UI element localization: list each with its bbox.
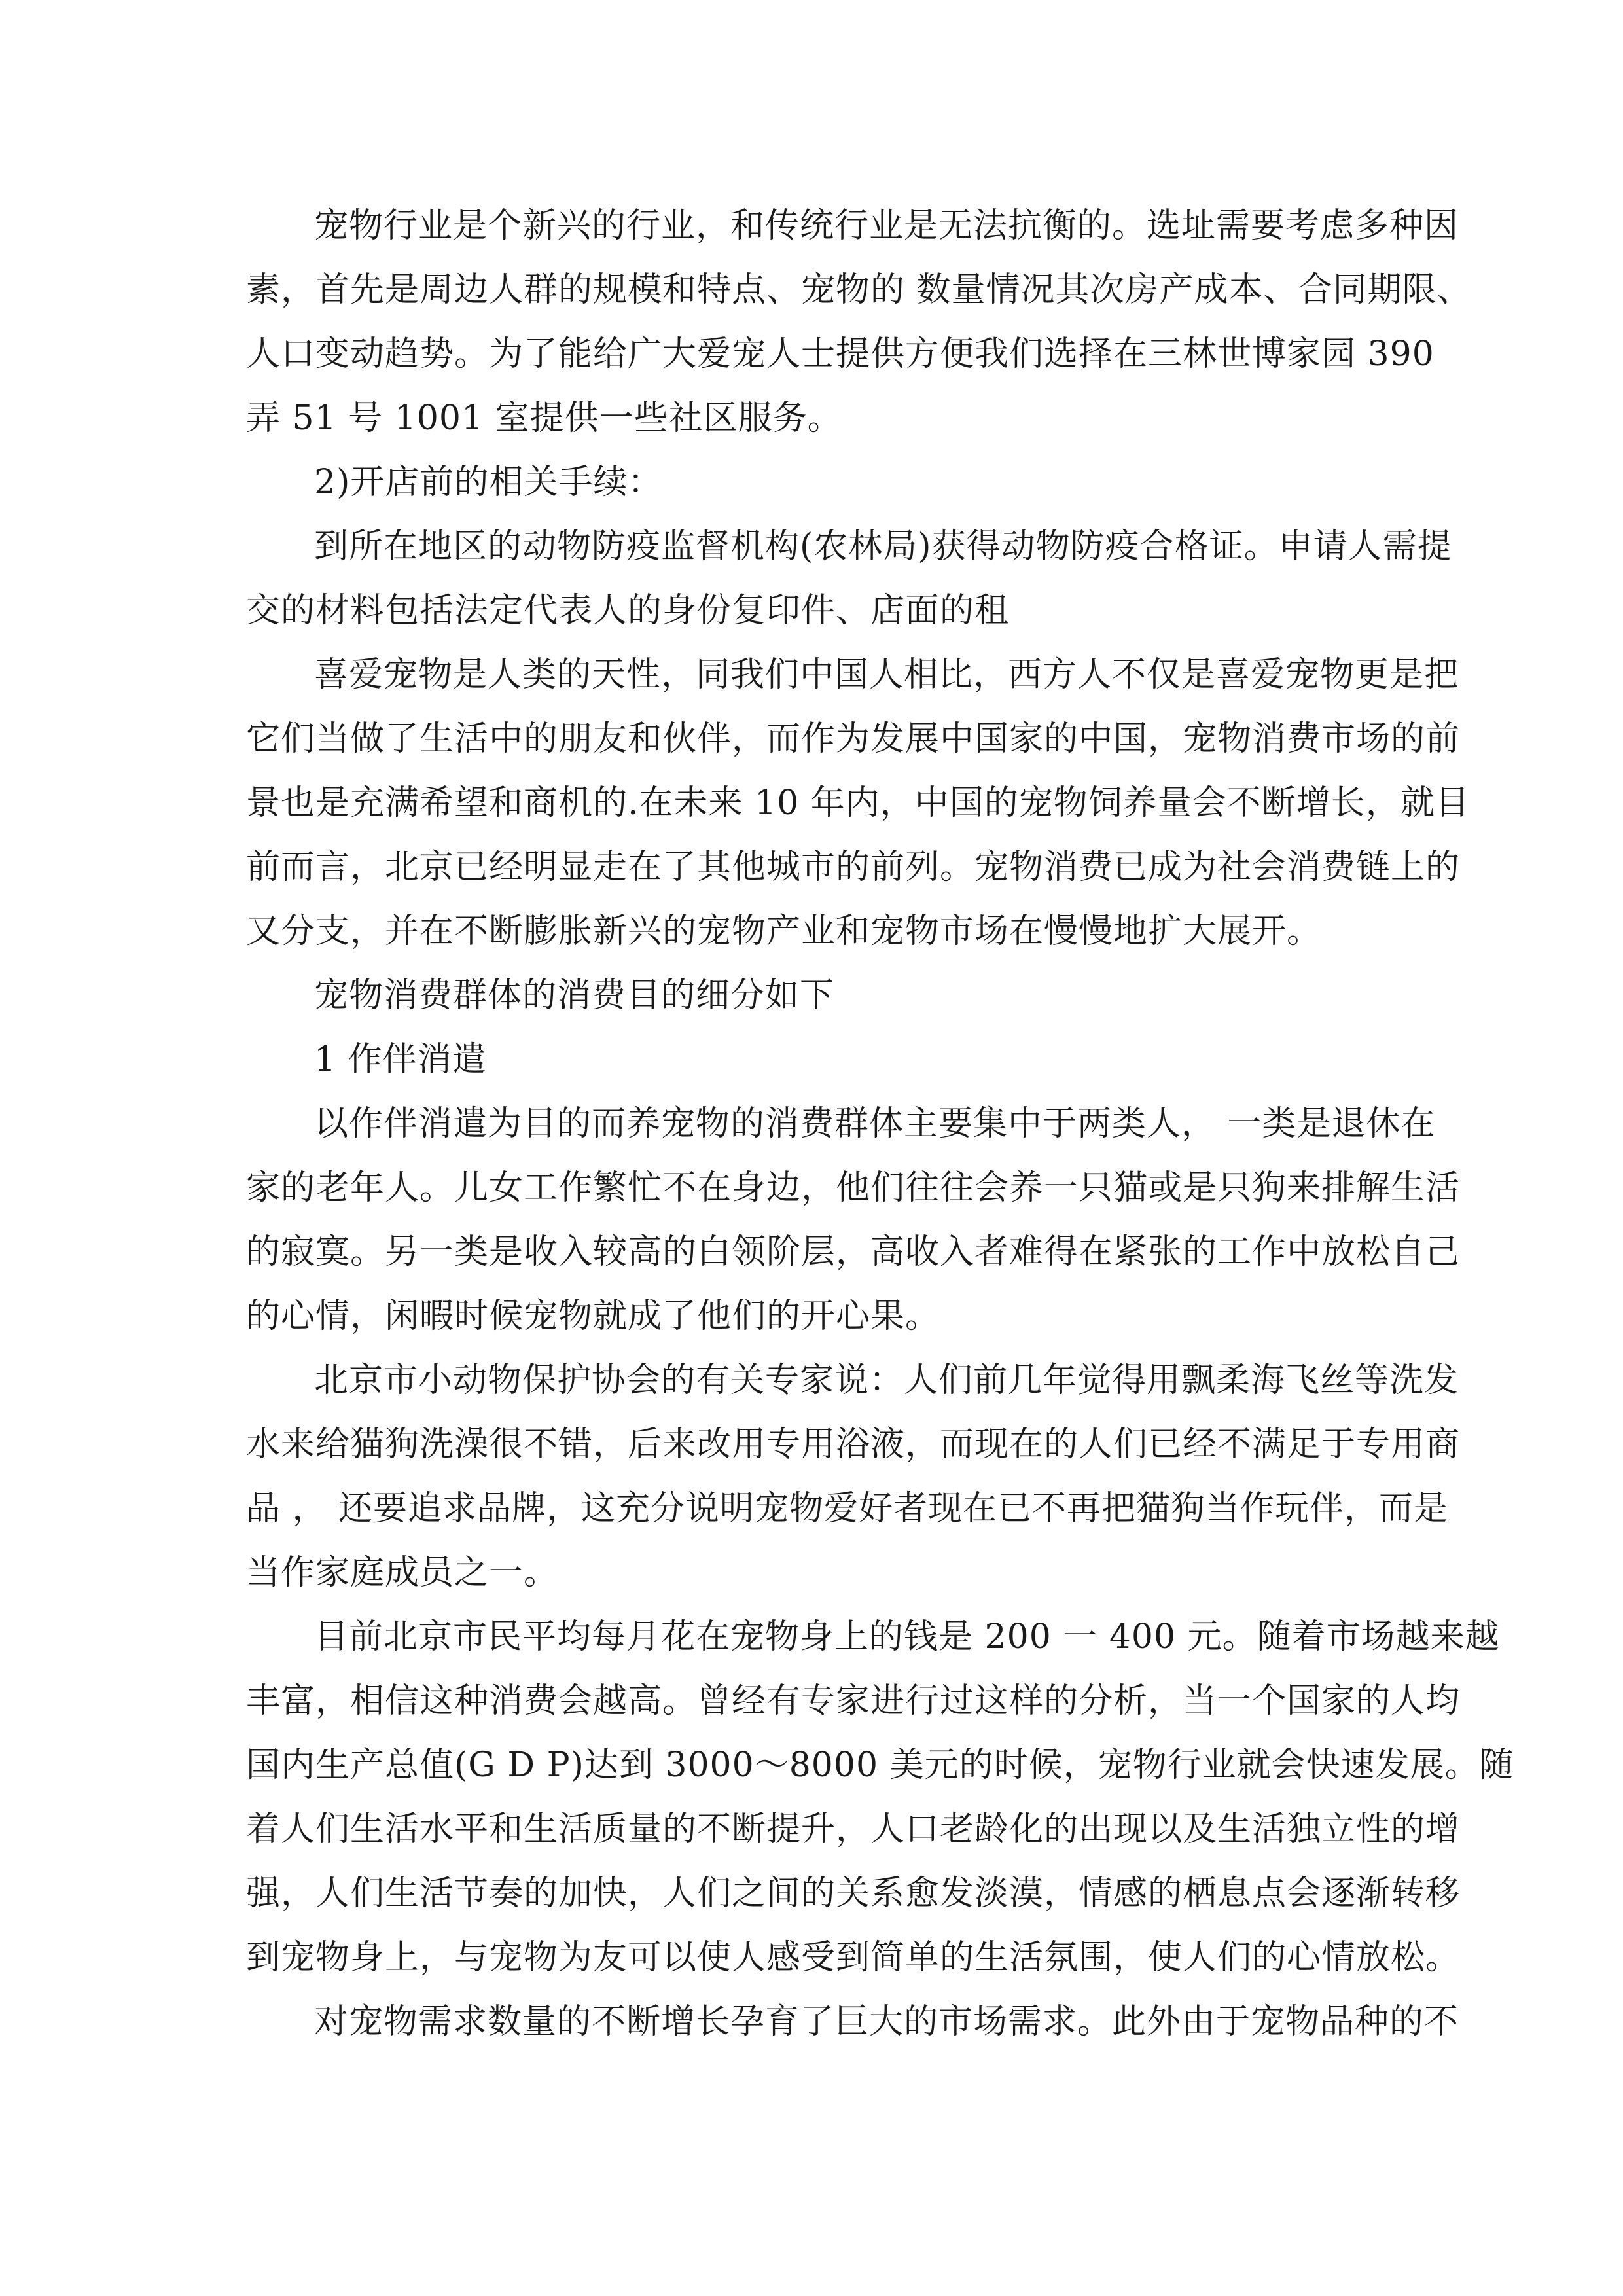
text-line: 家的老年人。儿女工作繁忙不在身边，他们往往会养一只猫或是只狗来排解生活 bbox=[246, 1168, 1461, 1208]
text-line: 2)开店前的相关手续： bbox=[314, 463, 663, 502]
text-line: 强，人们生活节奏的加快，人们之间的关系愈发淡漠，情感的栖息点会逐渐转移 bbox=[246, 1874, 1461, 1913]
text-line: 喜爱宠物是人类的天性，同我们中国人相比，西方人不仅是喜爱宠物更是把 bbox=[314, 655, 1459, 694]
text-line: 北京市小动物保护协会的有关专家说：人们前几年觉得用飘柔海飞丝等洗发 bbox=[314, 1361, 1459, 1400]
text-line: 素，首先是周边人群的规模和特点、宠物的 数量情况其次房产成本、合同期限、 bbox=[246, 270, 1472, 310]
text-line: 前而言，北京已经明显走在了其他城市的前列。宠物消费已成为社会消费链上的 bbox=[246, 848, 1461, 887]
text-line: 的心情，闲暇时候宠物就成了他们的开心果。 bbox=[246, 1297, 940, 1336]
text-line: 品 ， 还要追求品牌，这充分说明宠物爱好者现在已不再把猫狗当作玩伴，而是 bbox=[246, 1489, 1449, 1528]
text-line: 到所在地区的动物防疫监督机构(农林局)获得动物防疫合格证。申请人需提 bbox=[314, 527, 1452, 566]
text-line: 目前北京市民平均每月花在宠物身上的钱是 200 一 400 元。随着市场越来越 bbox=[314, 1617, 1500, 1657]
text-line: 水来给猫狗洗澡很不错，后来改用专用浴液，而现在的人们已经不满足于专用商 bbox=[246, 1425, 1461, 1464]
text-line: 的寂寞。另一类是收入较高的白领阶层，高收入者难得在紧张的工作中放松自己 bbox=[246, 1232, 1461, 1272]
text-line: 国内生产总值(G D P)达到 3000～8000 美元的时候，宠物行业就会快速发展。随 bbox=[246, 1746, 1514, 1785]
body-text bbox=[246, 194, 1514, 2054]
text-line: 弄 51 号 1001 室提供一些社区服务。 bbox=[246, 399, 842, 438]
text-line: 对宠物需求数量的不断增长孕育了巨大的市场需求。此外由于宠物品种的不 bbox=[314, 2002, 1459, 2041]
text-line: 宠物消费群体的消费目的细分如下 bbox=[314, 976, 835, 1015]
text-line: 到宠物身上，与宠物为友可以使人感受到简单的生活氛围，使人们的心情放松。 bbox=[246, 1938, 1461, 1977]
text-line: 丰富，相信这种消费会越高。曾经有专家进行过这样的分析，当一个国家的人均 bbox=[246, 1681, 1461, 1721]
text-line: 景也是充满希望和商机的.在未来 10 年内，中国的宠物饲养量会不断增长，就目 bbox=[246, 783, 1470, 823]
text-line: 以作伴消遣为目的而养宠物的消费群体主要集中于两类人， 一类是退休在 bbox=[314, 1104, 1436, 1143]
text-line: 人口变动趋势。为了能给广大爱宠人士提供方便我们选择在三林世博家园 390 bbox=[246, 334, 1435, 374]
text-line: 交的材料包括法定代表人的身份复印件、店面的租 bbox=[246, 591, 1010, 630]
text-line: 又分支，并在不断膨胀新兴的宠物产业和宠物市场在慢慢地扩大展开。 bbox=[246, 912, 1322, 951]
text-line: 当作家庭成员之一。 bbox=[246, 1553, 559, 1592]
text-line: 它们当做了生活中的朋友和伙伴，而作为发展中国家的中国，宠物消费市场的前 bbox=[246, 719, 1461, 759]
text-line: 1 作伴消遣 bbox=[314, 1040, 487, 1079]
text-line: 宠物行业是个新兴的行业，和传统行业是无法抗衡的。选址需要考虑多种因 bbox=[314, 206, 1459, 245]
text-line: 着人们生活水平和生活质量的不断提升，人口老龄化的出现以及生活独立性的增 bbox=[246, 1810, 1461, 1849]
